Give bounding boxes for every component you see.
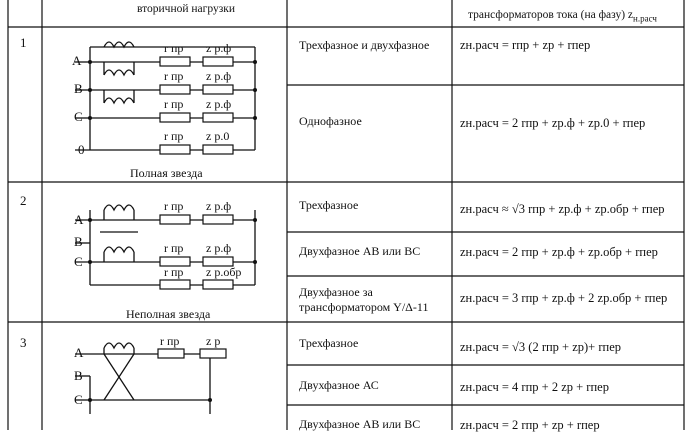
phase-label: C (74, 109, 83, 124)
phase-label: B (74, 81, 83, 96)
resistor-label: z р.ф (206, 241, 232, 255)
resistor-label: z р.ф (206, 199, 232, 213)
row-number: 1 (20, 35, 27, 50)
diagram-caption: Полная звезда (130, 166, 203, 180)
phase-label: A (74, 345, 84, 360)
phase-label: 0 (78, 142, 85, 157)
formula: zн.расч ≈ √3 rпр + zр.ф + zр.обр + rпер (460, 202, 665, 216)
phase-label: B (74, 368, 83, 383)
diagram-caption: Неполная звезда (126, 307, 211, 321)
fault-type: Трехфазное и двухфазное (299, 38, 430, 52)
formula: zн.расч = √3 (2 rпр + zр)+ rпер (460, 340, 622, 354)
row-number: 3 (20, 335, 27, 350)
resistor-label: r пр (160, 334, 180, 348)
formula: zн.расч = 2 rпр + zр + rпер (460, 418, 600, 432)
phase-label: B (74, 234, 83, 249)
formula: zн.расч = 4 rпр + 2 zр + rпер (460, 380, 609, 394)
resistor-label: r пр (164, 69, 184, 83)
phase-label: A (74, 212, 84, 227)
row-number: 2 (20, 193, 27, 208)
phase-label: C (74, 254, 83, 269)
resistor-label: r пр (164, 199, 184, 213)
resistor-label: z р.обр (206, 265, 242, 279)
header-col2: вторичной нагрузки (137, 3, 235, 15)
fault-type: Двухфазное АВ или ВС (299, 244, 421, 258)
resistor-label: z р.ф (206, 41, 232, 55)
resistor-label: r пр (164, 265, 184, 279)
formula: zн.расч = 3 rпр + zр.ф + 2 zр.обр + rпер (460, 291, 668, 305)
resistor-label: r пр (164, 97, 184, 111)
fault-type: Трехфазное (299, 336, 359, 350)
resistor-label: r пр (164, 241, 184, 255)
resistor-label: z р.ф (206, 97, 232, 111)
header-col4-sub: н.расч (633, 13, 657, 24)
fault-type: Однофазное (299, 114, 362, 128)
fault-type: Двухфазное АС (299, 378, 379, 392)
full-star-diagram (60, 30, 275, 180)
resistor-label: z р.0 (206, 129, 230, 143)
partial-star-diagram (60, 190, 275, 310)
resistor-label: z р.ф (206, 69, 232, 83)
phase-label: C (74, 392, 83, 407)
fault-type: Двухфазное АВ или ВС (299, 417, 421, 431)
phase-label: A (72, 53, 82, 68)
resistor-label: r пр (164, 129, 184, 143)
resistor-label: r пр (164, 41, 184, 55)
formula: zн.расч = 2 rпр + zр.ф + zр.обр + rпер (460, 245, 658, 259)
fault-type: трансформатором Y/Δ-11 (299, 300, 429, 314)
formula: zн.расч = rпр + zр + rпер (460, 38, 591, 52)
fault-type: Двухфазное за (299, 285, 373, 299)
formula: zн.расч = 2 rпр + zр.ф + zр.0 + rпер (460, 116, 646, 130)
header-col4 (468, 8, 657, 25)
fault-type: Трехфазное (299, 198, 359, 212)
resistor-label: z р (206, 334, 221, 348)
header-col4-text: трансформаторов тока (на фазу) z (468, 9, 634, 21)
delta-diagram (60, 326, 275, 430)
